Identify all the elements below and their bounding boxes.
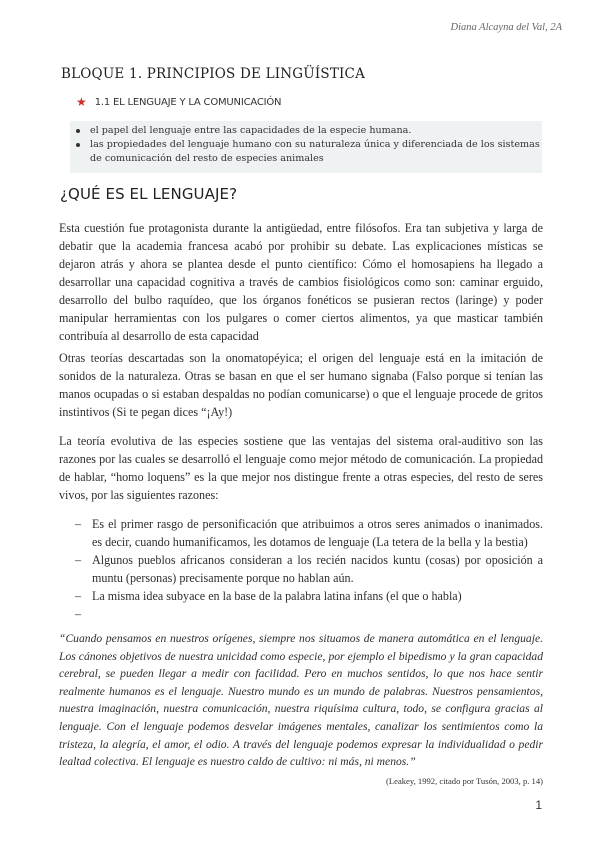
dash-icon: – bbox=[75, 553, 82, 567]
list-item bbox=[59, 551, 543, 587]
leakey-quote bbox=[59, 630, 543, 790]
list-item-text: el papel del lenguaje entre las capacidades de la especie humana. bbox=[90, 125, 412, 136]
author-header: Diana Alcayna del Val, 2A bbox=[450, 22, 562, 33]
quote-citation: (Leakey, 1992, citado por Tusón, 2003, p. 14) bbox=[386, 775, 543, 786]
subtitle: 1.1 EL LENGUAJE Y LA COMUNICACIÓN bbox=[94, 96, 282, 108]
list-item-text: Es el primer rasgo de personificación que atribuimos a otros seres animados o inanimados. es decir, cuando humanificamos, les dotamos de lenguaje (La tetera de la bella y la bestia) bbox=[92, 517, 543, 549]
dash-icon: – bbox=[75, 589, 82, 603]
bullet-icon bbox=[76, 129, 80, 133]
paragraph-intro: Esta cuestión fue protagonista durante la antigüedad, entre filósofos. Era tan subjetiva y larga de debatir que la academia francesa acabó por prohibir su debate. Las explicaciones místicas se dejaron atrás y ahora se plantea desde el punto científico: Cómo el homosapiens ha llegado a desarrollar una capacidad cognitiva a través de cambios fisiológicos como son: caminar erguido, desarrollo del bulbo raquídeo, que los órganos fonéticos se pusieran rectos (laringe) y poder manipular herramientas con los pulgares o comer ciertos alimentos, ya que masticar también contribuía al desarrollo de esta capacidad bbox=[59, 221, 543, 343]
paragraph-evolution: La teoría evolutiva de las especies sostiene que las ventajas del sistema oral-auditivo son las razones por las cuales se desarrolló el lenguaje como mejor método de comunicación. La propiedad de hablar, “homo loquens” es la que mejor nos distingue frente a otras especies, del resto de seres vivos, por las siguientes razones: bbox=[59, 434, 543, 502]
paragraph-theories: Otras teorías descartadas son la onomatopéyica; el origen del lenguaje está en la imitación de sonidos de la naturaleza. Otras se basan en que el ser humano signaba (Falso porque si tenían las manos ocupadas o si estaban despaldas no podían comunicarse) o que el lenguaje procede de gritos instintivos (Si te pegan dices “¡Ay!) bbox=[59, 351, 543, 419]
list-item-text: las propiedades del lenguaje humano con su naturaleza única y diferenciada de los sistemas de comunicación del resto de especies animales bbox=[90, 139, 540, 164]
block-title: BLOQUE 1. PRINCIPIOS DE LINGÜÍSTICA bbox=[61, 66, 366, 82]
quote-text: “Cuando pensamos en nuestros orígenes, siempre nos situamos de manera automática en el lenguaje. Los cánones objetivos de nuestra unicidad como especie, por ejemplo el bipedismo y la gran capacidad cerebral, se pueden llegar a medir con facilidad. Pero en muchos sentidos, lo que nos hace sentir realmente humanos es el lenguaje. Nuestro mundo es un mundo de palabras. Nuestros pensamientos, nuestra imaginación, nuestra comunicación, nuestra riquísima cultura, todo, se configura gracias al lenguaje. Con el lenguaje podemos desvelar imágenes mentales, canalizar los sentimientos como la tristeza, la alegría, el amor, el odio. A través del lenguaje podemos expresar la individualidad o pedir lealtad colectiva. El lenguaje es nuestro caldo de cultivo: ni más, ni menos.” bbox=[59, 632, 543, 769]
objectives-box bbox=[70, 121, 542, 173]
star-icon: ★ bbox=[76, 95, 87, 109]
list-item-text: La misma idea subyace en la base de la palabra latina infans (el que o habla) bbox=[92, 589, 462, 603]
dash-icon: – bbox=[75, 517, 82, 531]
list-item-text: Algunos pueblos africanos consideran a los recién nacidos kuntu (cosas) por oposición a muntu (personas) precisamente porque no hablan aún. bbox=[92, 553, 543, 585]
reasons-list bbox=[59, 515, 543, 621]
subtitle-row bbox=[76, 96, 281, 108]
dash-icon: – bbox=[75, 607, 82, 621]
list-item bbox=[76, 138, 545, 166]
section-heading: ¿QUÉ ES EL LENGUAJE? bbox=[60, 185, 238, 203]
bullet-icon bbox=[76, 143, 80, 147]
list-item bbox=[59, 587, 543, 605]
page-number: 1 bbox=[535, 798, 542, 812]
list-item bbox=[76, 124, 545, 138]
list-item bbox=[59, 515, 543, 551]
